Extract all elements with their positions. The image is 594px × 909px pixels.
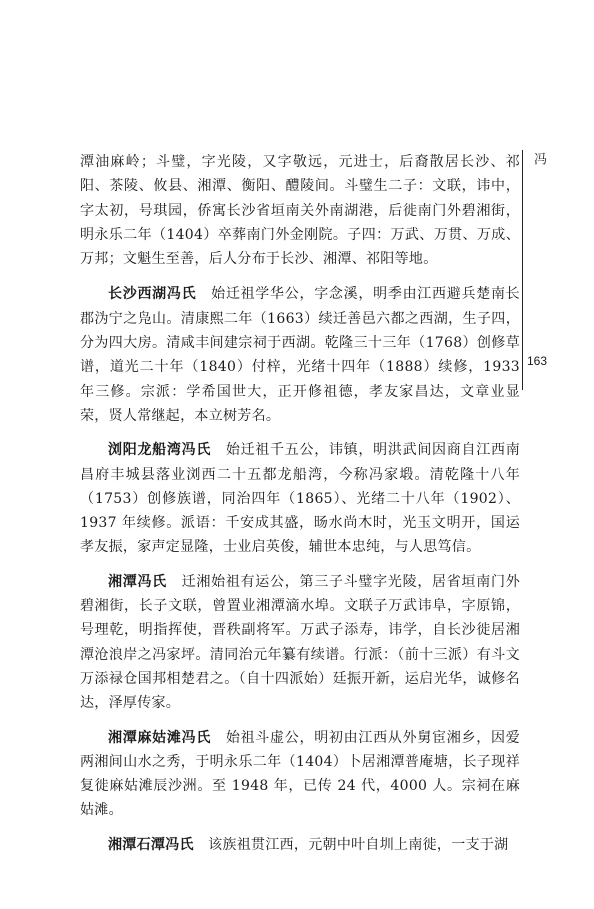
main-text (80, 150, 520, 867)
entry-text: 始祖斗虚公，明初由江西从外舅宦湘乡，因爱两湘间山水之秀，于明永乐二年（1404）卜居湘潭普庵塘，长子现祥复徙麻姑滩辰沙洲。至 1948 年，已传 24 代，4000 人。宗祠在麻姑滩。 (80, 729, 520, 819)
entry-text: 始迁祖千五公，讳镇，明洪武间因商自江西南昌府丰城县落业浏西二十五都龙船湾，今称冯家塅。清乾隆十八年（1753）创修族谱，同治四年（1865）、光绪二十八年（1902）、1937 年续修。派语：千安成其盛，旸水尚木时，光玉文明开，国运孝友振，家声定显隆，士业启英俊，辅世本忠纯，与人思笃信。 (80, 442, 520, 556)
running-head: 冯 (531, 152, 546, 165)
entry-heading: 浏阳龙船湾冯氏 (108, 442, 212, 459)
entry-heading: 湘潭冯氏 (108, 573, 167, 590)
entry-text: 始迁祖学华公，字念溪，明季由江西避兵楚南长郡沩宁之凫山。清康熙二年（1663）续迁善邑六都之西湖，生子四，分为四大房。清咸丰间建宗祠于西湖。乾隆三十三年（1768）创修草谱，道光二十年（1840）付梓，光绪十四年（1888）续修，1933 年三修。宗派：学希国世大，正开修祖德，孝友家昌达，文章业显荣，贤人常继起，本立树芳名。 (80, 286, 520, 424)
entry-xiangtan-maguatan (80, 726, 520, 823)
entry-text: 迁湘始祖有运公，第三子斗璧字光陵，居省垣南门外碧湘街，长子文联，曾置业湘潭滴水埠。文联子万武讳阜，字原锦，号理乾，明指挥使，晋秩副将军。万武子添寿，讳学，自长沙徙居湘潭沧浪岸之冯家坪。清同治元年纂有续谱。行派：（前十三派）有斗文万添禄仓国邦相楚君之。（自十四派始）廷振开新，运启光华，诚修名达，泽厚传家。 (80, 573, 520, 712)
entry-heading: 湘潭麻姑滩冯氏 (108, 729, 212, 746)
entry-heading: 湘潭石潭冯氏 (108, 836, 194, 853)
page-number: 163 (527, 354, 548, 368)
entry-xiangtan-shitan (80, 833, 520, 857)
entry-changsha-xihu (80, 282, 520, 428)
paragraph-text: 潭油麻岭；斗璧，字光陵，又字敬远，元进士，后裔散居长沙、祁阳、茶陵、攸县、湘潭、衡阳、醴陵间。斗璧生二子：文联，讳中，字太初，号琪园，侨寓长沙省垣南关外南湖港，后徙南门外碧湘街，明永乐二年（1404）卒葬南门外金刚院。子四：万武、万贯、万成、万邦；文魁生至善，后人分布于长沙、湘潭、祁阳等地。 (80, 154, 520, 268)
entry-xiangtan (80, 570, 520, 716)
paragraph-continuation (80, 150, 520, 271)
entry-text: 该族祖贯江西，元朝中叶自圳上南徙，一支于湖 (208, 836, 509, 853)
entry-heading: 长沙西湖冯氏 (108, 286, 197, 303)
margin-rule (522, 150, 523, 390)
entry-liuyang-longchuanwan (80, 438, 520, 559)
